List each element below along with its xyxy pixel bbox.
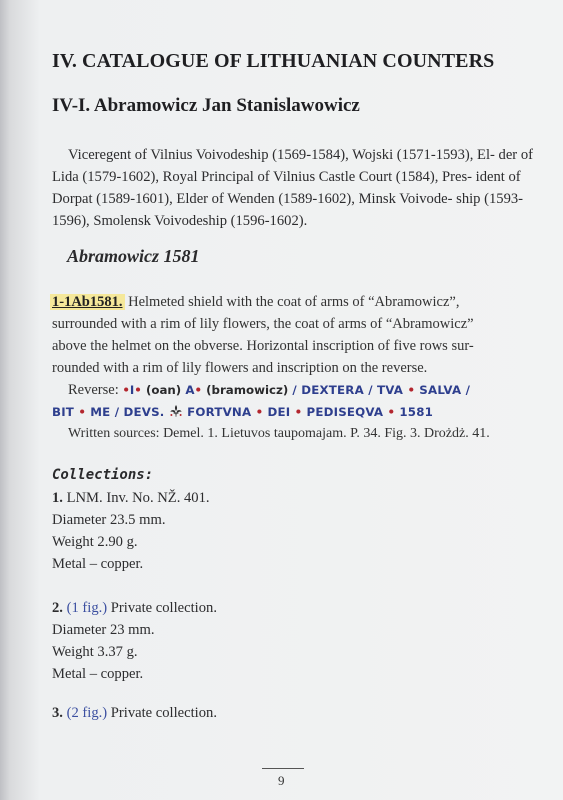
bullet: • xyxy=(134,383,142,397)
bullet: • xyxy=(407,383,415,397)
entry-line-2: surrounded with a rim of lily flowers, the coat of arms of “Abramowicz” xyxy=(52,316,474,332)
fleur-de-lis-icon xyxy=(169,404,183,418)
collection-item xyxy=(52,702,452,724)
bullet: • xyxy=(387,405,396,419)
collection-item xyxy=(52,487,452,575)
collection-diameter: Diameter 23 mm. xyxy=(52,622,155,638)
written-sources: Written sources: Demel. 1. Lietuvos taupomajam. P. 34. Fig. 3. Drożdż. 41. xyxy=(68,426,490,441)
bullet: • xyxy=(78,405,86,419)
page-number: 9 xyxy=(278,773,285,788)
subheading: IV-I. Abramowicz Jan Stanislawowicz xyxy=(52,95,360,116)
entry-code: 1-1Ab1581. xyxy=(52,294,123,310)
bullet: • xyxy=(122,383,130,397)
reverse-line: Reverse: •I• (oan) A• (bramowicz) / DEXTERA / TVA • SALVA / xyxy=(68,382,471,398)
collection-metal: Metal – copper. xyxy=(52,666,144,682)
entry-line-3: above the helmet on the obverse. Horizontal inscription of five rows sur- xyxy=(52,338,474,354)
intro-line: ship (1593-1596), Smolensk Voivodeship (1596-1602). xyxy=(52,191,524,229)
collection-diameter: Diameter 23.5 mm. xyxy=(52,512,166,528)
collection-title: 3. (2 fig.) Private collection. xyxy=(52,705,217,721)
collection-item xyxy=(52,597,452,685)
catalogue-entry xyxy=(52,291,557,445)
collections-heading: Collections: xyxy=(52,467,154,483)
entry-line-1: 1-1Ab1581. Helmeted shield with the coat of arms of “Abramowicz”, xyxy=(52,294,460,310)
bullet: • xyxy=(255,405,264,419)
intro-paragraph xyxy=(52,144,552,232)
intro-line: ident of Dorpat (1589-1601), Elder of Wenden (1589-1602), Minsk Voivode- xyxy=(52,169,521,207)
collection-title: 1. LNM. Inv. No. NŽ. 401. xyxy=(52,490,210,506)
figure-reference: (1 fig.) xyxy=(62,600,108,616)
figure-reference: (2 fig.) xyxy=(62,705,108,721)
collection-weight: Weight 2.90 g. xyxy=(52,534,138,550)
entry-line-4: rounded with a rim of lily flowers and inscription on the reverse. xyxy=(52,360,428,376)
collection-weight: Weight 3.37 g. xyxy=(52,644,138,660)
collection-title: 2. (1 fig.) Private collection. xyxy=(52,600,217,616)
bullet: • xyxy=(194,383,202,397)
footer-rule xyxy=(262,768,304,769)
section-title: Abramowicz 1581 xyxy=(67,246,200,266)
intro-line: Viceregent of Vilnius Voivodeship (1569-1584), Wojski (1571-1593), El- xyxy=(68,147,495,163)
collection-metal: Metal – copper. xyxy=(52,556,144,572)
bullet: • xyxy=(294,405,303,419)
intro-line: der of Lida (1579-1602), Royal Principal of Vilnius Castle Court (1584), Pres- xyxy=(52,147,533,185)
reverse-line-2: BIT • ME / DEVS. FORTVNA • DEI • PEDISEQVA • 1581 xyxy=(52,405,434,419)
page-heading: IV. CATALOGUE OF LITHUANIAN COUNTERS xyxy=(52,50,495,72)
